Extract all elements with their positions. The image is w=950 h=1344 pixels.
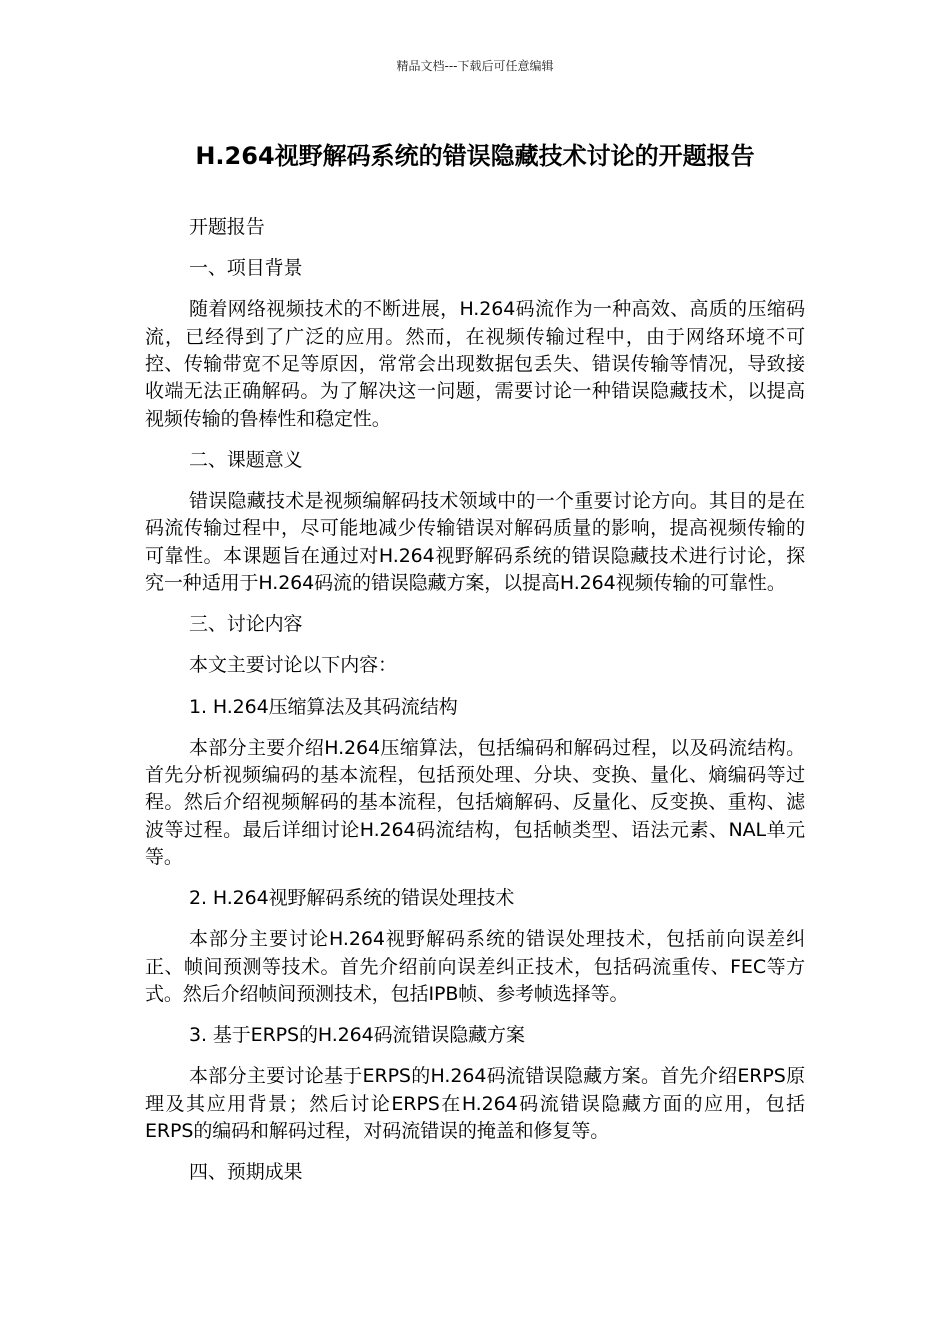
paragraph-error-handling: 本部分主要讨论H.264视野解码系统的错误处理技术，包括前向误差纠正、帧间预测等技术。首先介绍前向误差纠正技术，包括码流重传、FEC等方式。然后介绍帧间预测技术，包括IPB帧、参考帧选择等。 — [145, 928, 805, 1006]
heading-content: 三、讨论内容 — [189, 613, 303, 636]
heading-expected-results: 四、预期成果 — [189, 1161, 303, 1184]
paragraph-background: 随着网络视频技术的不断进展，H.264码流作为一种高效、高质的压缩码流，已经得到了广泛的应用。然而，在视频传输过程中，由于网络环境不可控、传输带宽不足等原因，常常会出现数据包丢失、错误传输等情况，导致接收端无法正确解码。为了解决这一问题，需要讨论一种错误隐藏技术，以提高视频传输的鲁棒性和稳定性。 — [145, 298, 805, 430]
paragraph-erps: 本部分主要讨论基于ERPS的H.264码流错误隐藏方案。首先介绍ERPS原理及其应用背景；然后讨论ERPS在H.264码流错误隐藏方面的应用，包括ERPS的编码和解码过程，对码流错误的掩盖和修复等。 — [145, 1065, 805, 1143]
subheading-compression: 1. H.264压缩算法及其码流结构 — [189, 695, 458, 718]
heading-background: 一、项目背景 — [189, 257, 303, 280]
paragraph-significance: 错误隐藏技术是视频编解码技术领域中的一个重要讨论方向。其目的是在码流传输过程中，尽可能地减少传输错误对解码质量的影响，提高视频传输的可靠性。本课题旨在通过对H.264视野解码系统的错误隐藏技术进行讨论，探究一种适用于H.264码流的错误隐藏方案，以提高H.264视频传输的可靠性。 — [145, 490, 805, 595]
document-body — [145, 214, 805, 1200]
document-title: H.264视野解码系统的错误隐藏技术讨论的开题报告 — [195, 142, 755, 170]
page-header: 精品文档---下载后可任意编辑 — [396, 59, 554, 73]
heading-significance: 二、课题意义 — [189, 448, 303, 471]
subheading-error-handling: 2. H.264视野解码系统的错误处理技术 — [189, 887, 515, 910]
paragraph-report-label: 开题报告 — [189, 216, 265, 238]
subheading-erps: 3. 基于ERPS的H.264码流错误隐藏方案 — [189, 1024, 525, 1047]
paragraph-content-intro: 本文主要讨论以下内容： — [189, 654, 397, 677]
paragraph-compression: 本部分主要介绍H.264压缩算法，包括编码和解码过程，以及码流结构。首先分析视频编码的基本流程，包括预处理、分块、变换、量化、熵编码等过程。然后介绍视频解码的基本流程，包括熵解码、反量化、反变换、重构、滤波等过程。最后详细讨论H.264码流结构，包括帧类型、语法元素、NAL单元等。 — [145, 736, 805, 869]
